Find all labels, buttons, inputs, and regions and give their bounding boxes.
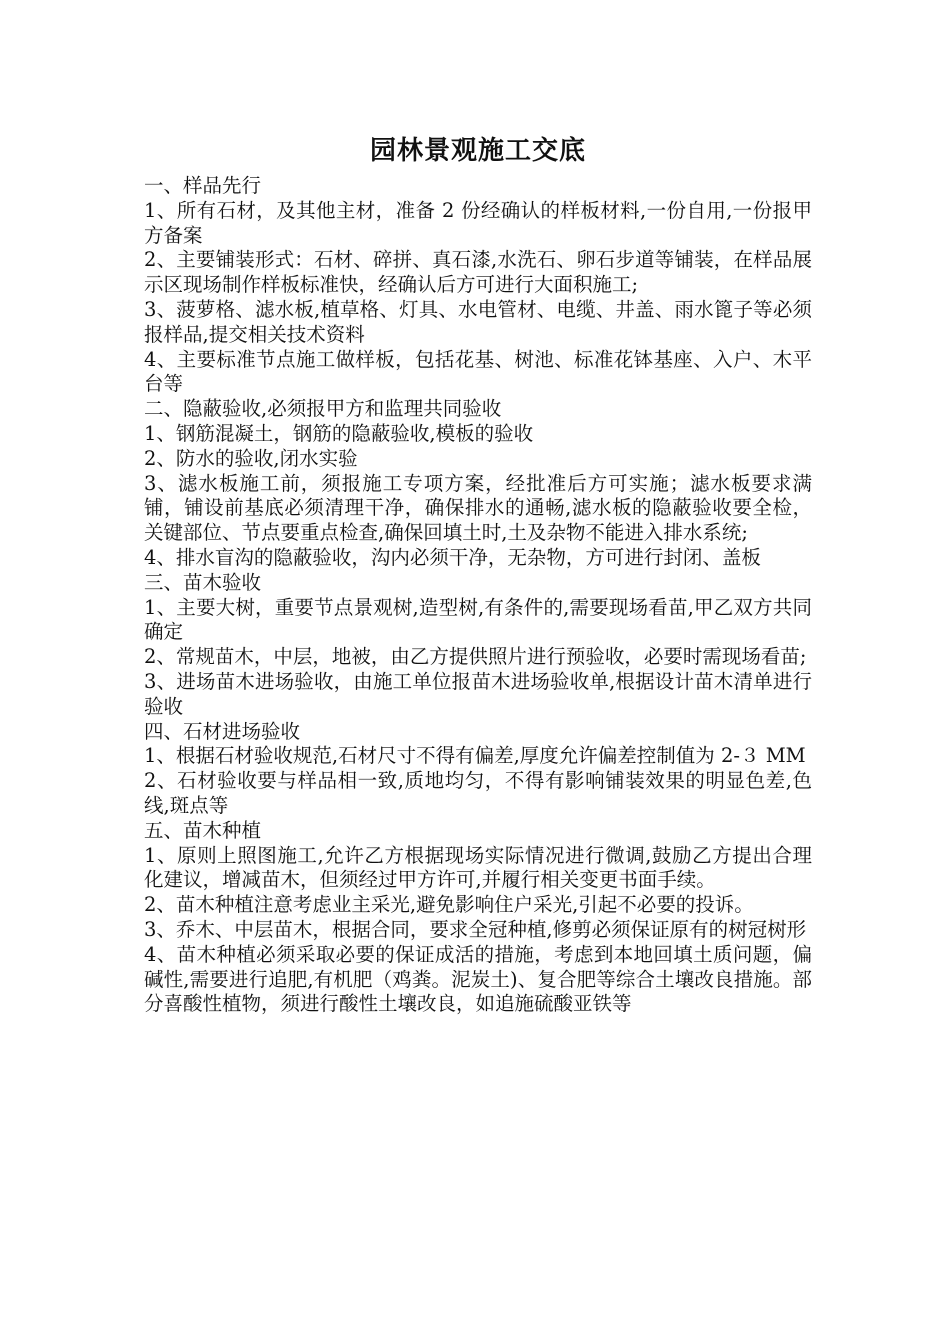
paragraph: 4、主要标准节点施工做样板，包括花基、树池、标准花钵基座、入户、木平台等 — [144, 347, 812, 396]
section-heading-1: 一、样品先行 — [144, 174, 262, 197]
paragraph: 3、乔木、中层苗木，根据合同，要求全冠种植,修剪必须保证原有的树冠树形 — [144, 917, 807, 941]
paragraph: 3、滤水板施工前，须报施工专项方案，经批准后方可实施；滤水板要求满铺，铺设前基底必须清理干净，确保排水的通畅,滤水板的隐蔽验收要全检，关键部位、节点要重点检查,确保回填土时,土及杂物不能进入排水系统; — [144, 471, 812, 545]
paragraph: 2、常规苗木，中层，地被，由乙方提供照片进行预验收，必要时需现场看苗; — [144, 645, 807, 669]
paragraph: 2、石材验收要与样品相一致,质地均匀，不得有影响铺装效果的明显色差,色线,斑点等 — [144, 769, 812, 817]
section-heading-2: 二、隐蔽验收,必须报甲方和监理共同验收 — [144, 397, 502, 421]
paragraph: 1、钢筋混凝土，钢筋的隐蔽验收,模板的验收 — [144, 421, 534, 445]
paragraph: 2、苗木种植注意考虑业主采光,避免影响住户采光,引起不必要的投诉。 — [144, 893, 754, 917]
paragraph: 1、主要大树，重要节点景观树,造型树,有条件的,需要现场看苗,甲乙双方共同确定 — [144, 595, 812, 644]
paragraph: 1、根据石材验收规范,石材尺寸不得有偏差,厚度允许偏差控制值为 2-３ MM — [144, 744, 806, 768]
document-title: 园林景观施工交底 — [369, 136, 586, 166]
paragraph: 2、主要铺装形式：石材、碎拼、真石漆,水洗石、卵石步道等铺装，在样品展示区现场制作样板标准快，经确认后方可进行大面积施工; — [144, 248, 812, 297]
document-body — [144, 174, 812, 1017]
paragraph: 3、进场苗木进场验收，由施工单位报苗木进场验收单,根据设计苗木清单进行验收 — [144, 669, 812, 718]
paragraph: 3、菠萝格、滤水板,植草格、灯具、水电管材、电缆、井盖、雨水篦子等必须报样品,提交相关技术资料 — [144, 297, 812, 346]
section-heading-3: 三、苗木验收 — [144, 570, 262, 594]
document-page — [144, 132, 812, 1017]
paragraph: 4、排水盲沟的隐蔽验收，沟内必须干净，无杂物，方可进行封闭、盖板 — [144, 545, 761, 569]
section-heading-4: 四、石材进场验收 — [144, 719, 301, 743]
paragraph: 1、所有石材，及其他主材，准备 2 份经确认的样板材料,一份自用,一份报甲方备案 — [144, 198, 812, 247]
paragraph: 4、苗木种植必须采取必要的保证成活的措施，考虑到本地回填土质问题，偏碱性,需要进行追肥,有机肥（鸡粪。泥炭土)、复合肥等综合土壤改良措施。部分喜酸性植物，须进行酸性土壤改良，如追施硫酸亚铁等 — [144, 942, 812, 1016]
paragraph: 2、防水的验收,闭水实验 — [144, 446, 358, 470]
paragraph: 1、原则上照图施工,允许乙方根据现场实际情况进行微调,鼓励乙方提出合理化建议，增减苗木，但须经过甲方许可,并履行相关变更书面手续。 — [144, 843, 812, 892]
section-heading-5: 五、苗木种植 — [144, 818, 262, 842]
